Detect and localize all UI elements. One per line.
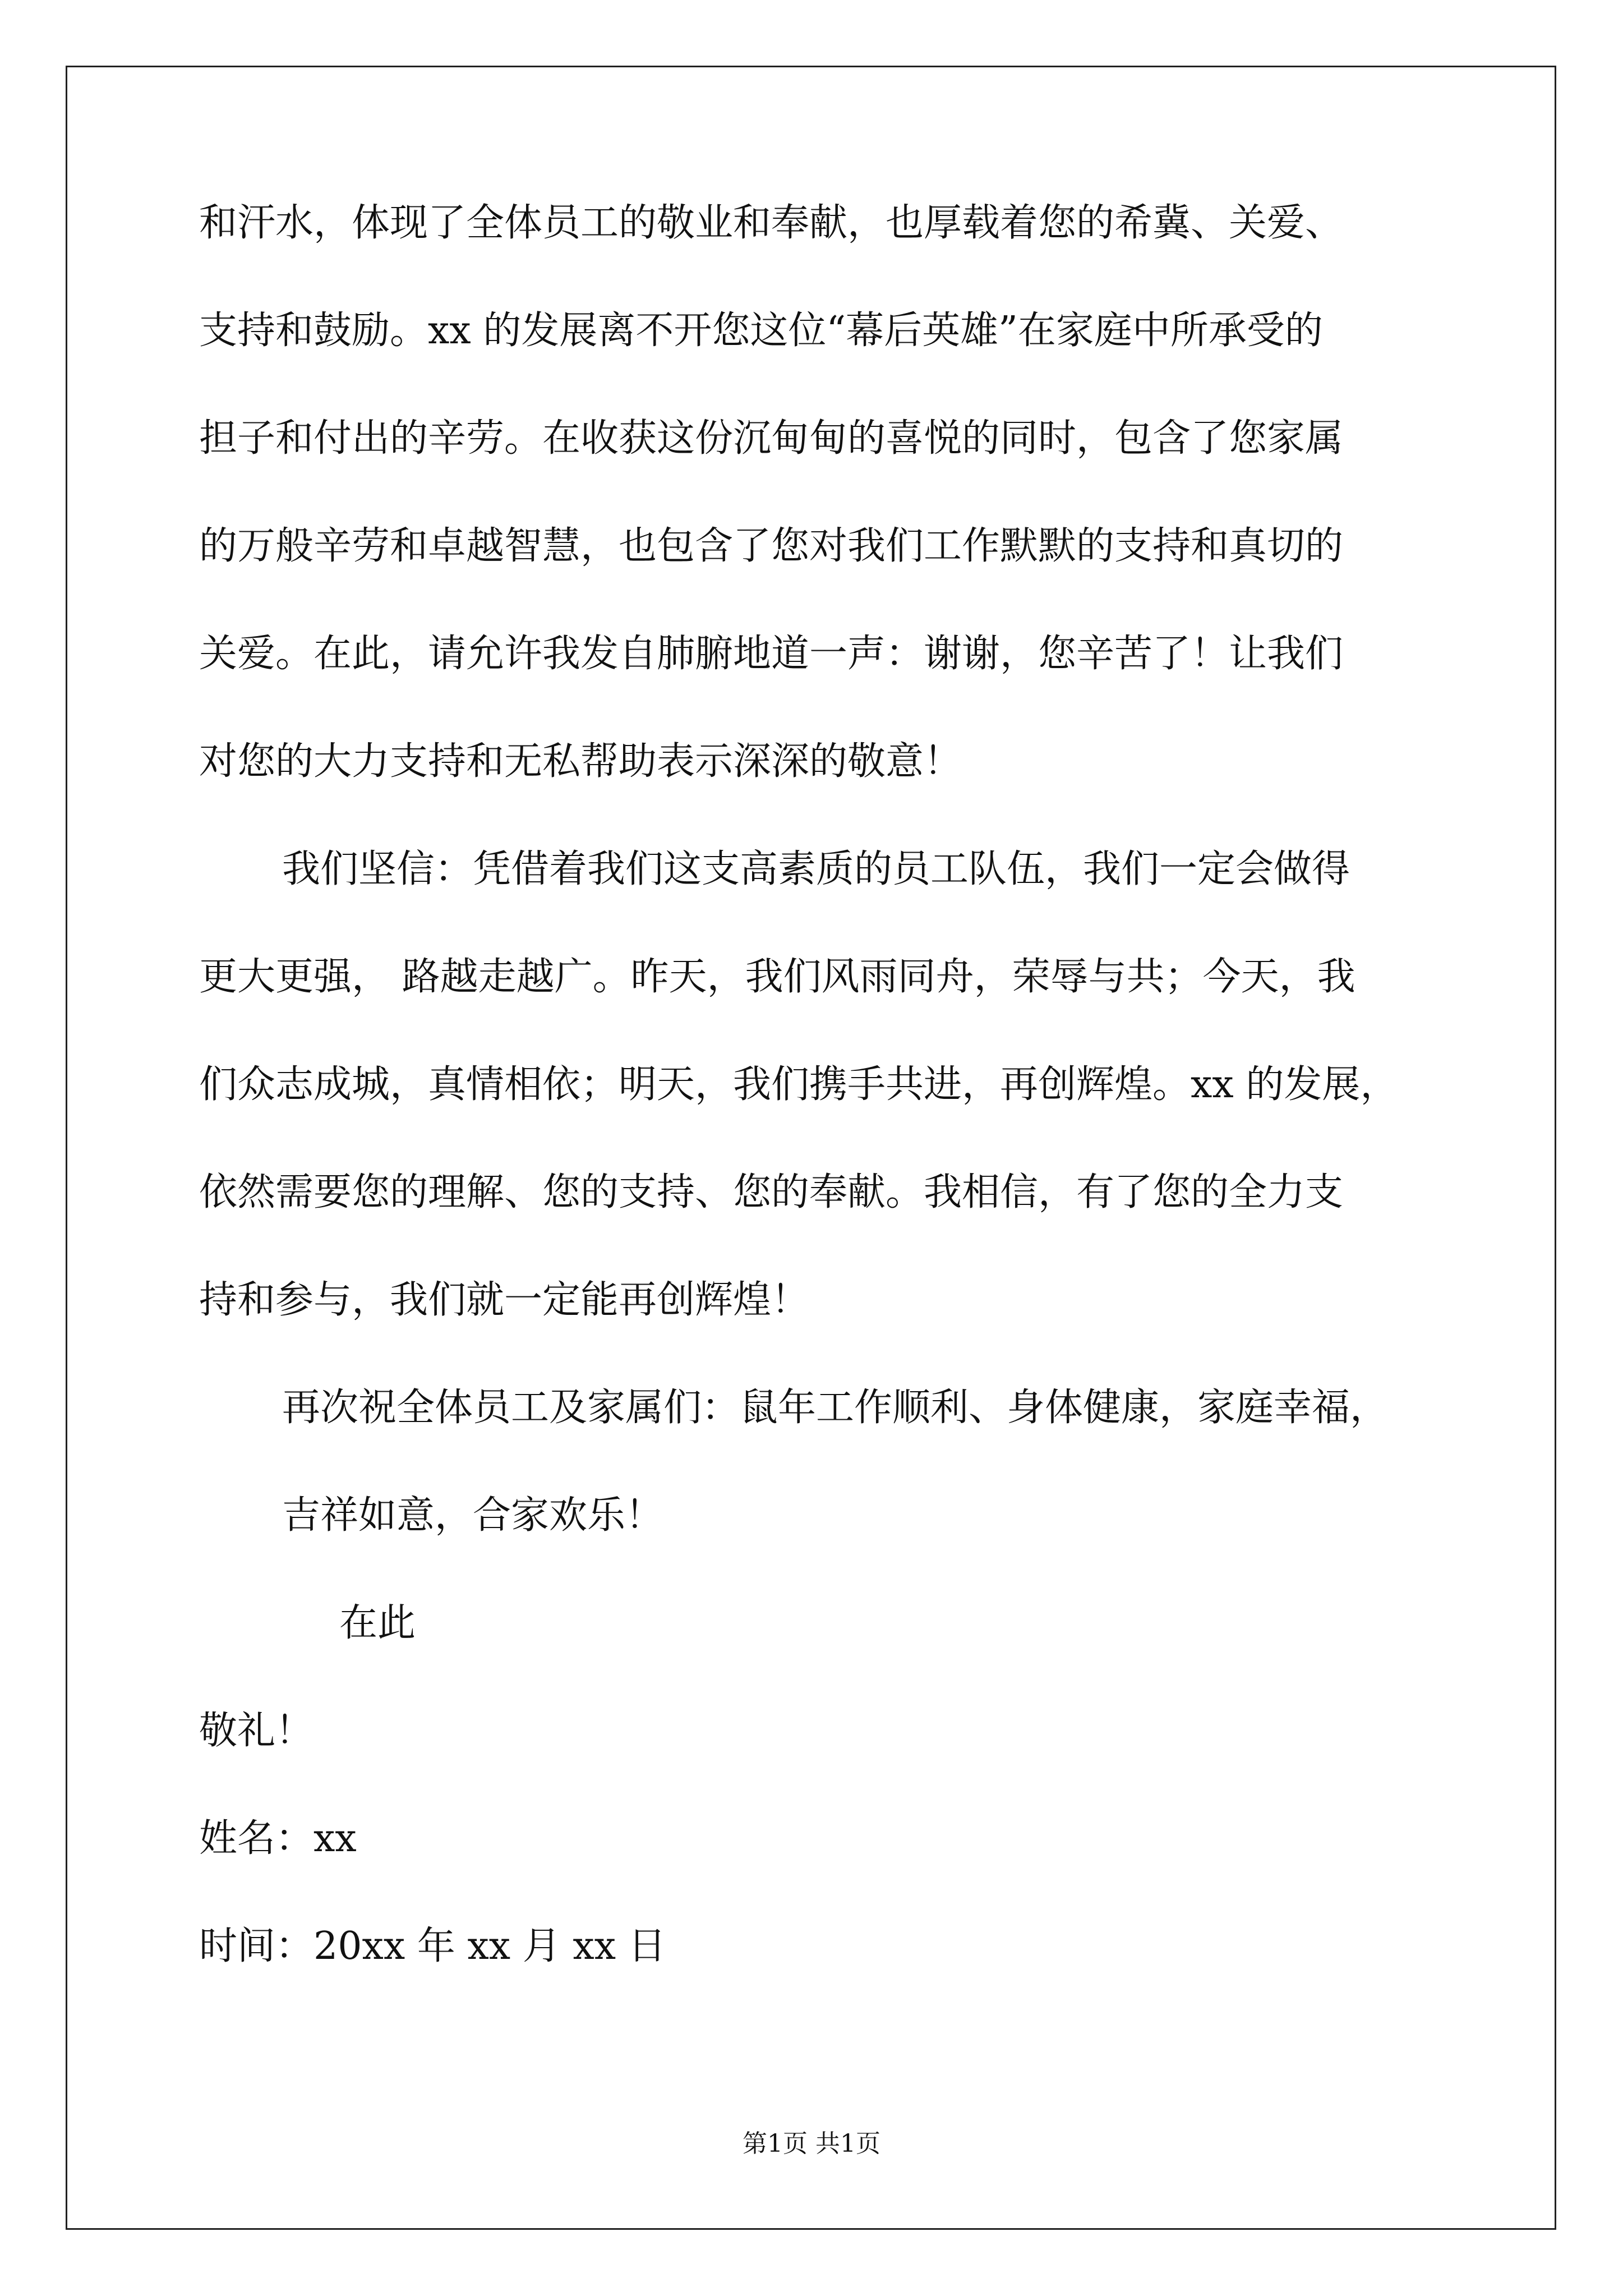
page-number: 第1页 共1页 <box>743 2129 880 2158</box>
text-line: 更大更强， 路越走越广。昨天，我们风雨同舟，荣辱与共；今天，我 <box>199 955 1355 999</box>
signature-date: 时间：20xx 年 xx 月 xx 日 <box>199 1924 666 1968</box>
closing-phrase: 在此 <box>339 1601 416 1645</box>
signature-name: 姓名：xx <box>199 1816 357 1861</box>
text-line: 吉祥如意，合家欢乐！ <box>282 1493 664 1538</box>
paragraph-start-line: 再次祝全体员工及家属们：鼠年工作顺利、身体健康，家庭幸福， <box>282 1386 1389 1430</box>
text-line: 们众志成城，真情相依；明天，我们携手共进，再创辉煌。xx 的发展， <box>199 1062 1399 1107</box>
text-line: 担子和付出的辛劳。在收获这份沉甸甸的喜悦的同时，包含了您家属 <box>199 416 1344 461</box>
text-line: 的万般辛劳和卓越智慧，也包含了您对我们工作默默的支持和真切的 <box>199 524 1344 568</box>
text-line: 依然需要您的理解、您的支持、您的奉献。我相信，有了您的全力支 <box>199 1170 1344 1214</box>
text-line: 支持和鼓励。xx 的发展离不开您这位“幕后英雄”在家庭中所承受的 <box>199 309 1323 353</box>
text-line: 持和参与，我们就一定能再创辉煌！ <box>199 1278 810 1322</box>
text-line: 对您的大力支持和无私帮助表示深深的敬意！ <box>199 739 962 784</box>
text-line: 关爱。在此，请允许我发自肺腑地道一声：谢谢，您辛苦了！让我们 <box>199 632 1344 676</box>
text-line: 和汗水，体现了全体员工的敬业和奉献，也厚载着您的希冀、关爱、 <box>199 201 1344 245</box>
letter-body <box>199 196 1433 2027</box>
paragraph-start-line: 我们坚信：凭借着我们这支高素质的员工队伍，我们一定会做得 <box>282 847 1350 891</box>
salutation: 敬礼！ <box>199 1709 314 1753</box>
